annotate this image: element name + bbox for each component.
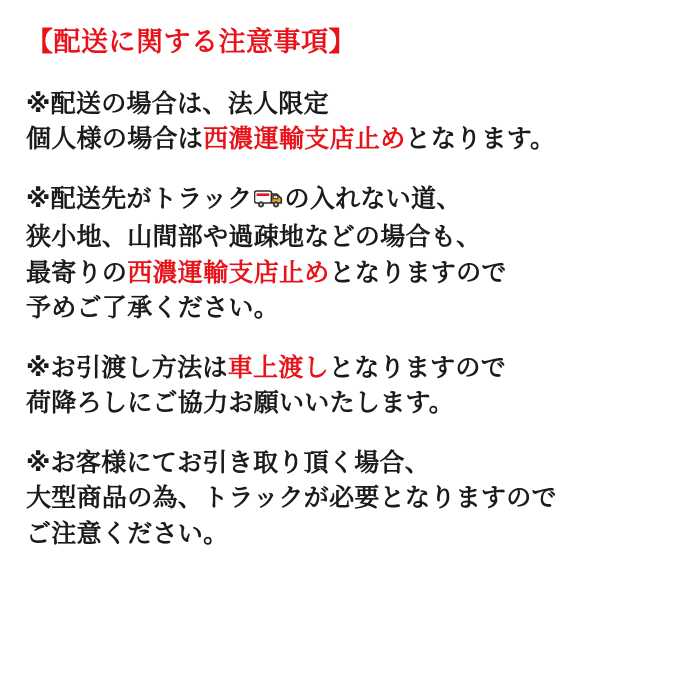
body-text: ※配送の場合は、法人限定 xyxy=(26,88,329,118)
notice-block-customer-pickup xyxy=(26,445,678,552)
highlighted-text: 西濃運輸支店止め xyxy=(127,257,330,287)
body-text: 個人様の場合は xyxy=(26,124,204,154)
notice-line xyxy=(26,181,678,220)
body-text: 予めご了承ください。 xyxy=(26,293,280,323)
page-title: 【配送に関する注意事項】 xyxy=(26,27,356,58)
notice-line xyxy=(26,290,678,326)
body-text: となりますので xyxy=(329,257,507,287)
body-text: ※お客様にてお引き取り頂く場合、 xyxy=(26,447,431,477)
notice-line xyxy=(26,385,678,421)
body-text: ご注意ください。 xyxy=(26,518,229,548)
body-text: となります。 xyxy=(405,124,556,154)
notice-line xyxy=(26,516,678,552)
body-text: 大型商品の為、トラックが必要となりますので xyxy=(26,483,557,513)
notice-block-truck-access xyxy=(26,181,678,326)
body-text: ※配送先がトラック xyxy=(26,183,253,213)
highlighted-text: 西濃運輸支店止め xyxy=(203,124,406,154)
body-text: ※お引渡し方法は xyxy=(26,352,228,382)
notice-line xyxy=(26,480,678,516)
body-text: 最寄りの xyxy=(26,257,128,287)
highlighted-text: 車上渡し xyxy=(227,352,329,382)
notice-line xyxy=(26,121,678,157)
notice-line xyxy=(26,219,678,255)
notice-line xyxy=(26,350,678,386)
truck-icon xyxy=(254,184,284,220)
notice-line xyxy=(26,445,678,481)
body-text: 荷降ろしにご協力お願いいたします。 xyxy=(26,388,455,418)
notice-block-handover-method xyxy=(26,350,678,421)
body-text: の入れない道、 xyxy=(284,183,462,213)
notice-line xyxy=(26,255,678,291)
notice-block-corporate-only xyxy=(26,86,678,157)
body-text: 狭小地、山間部や過疎地などの場合も、 xyxy=(26,222,482,252)
body-text: となりますので xyxy=(328,352,507,382)
notice-blocks xyxy=(26,86,678,552)
notice-line xyxy=(26,86,678,122)
